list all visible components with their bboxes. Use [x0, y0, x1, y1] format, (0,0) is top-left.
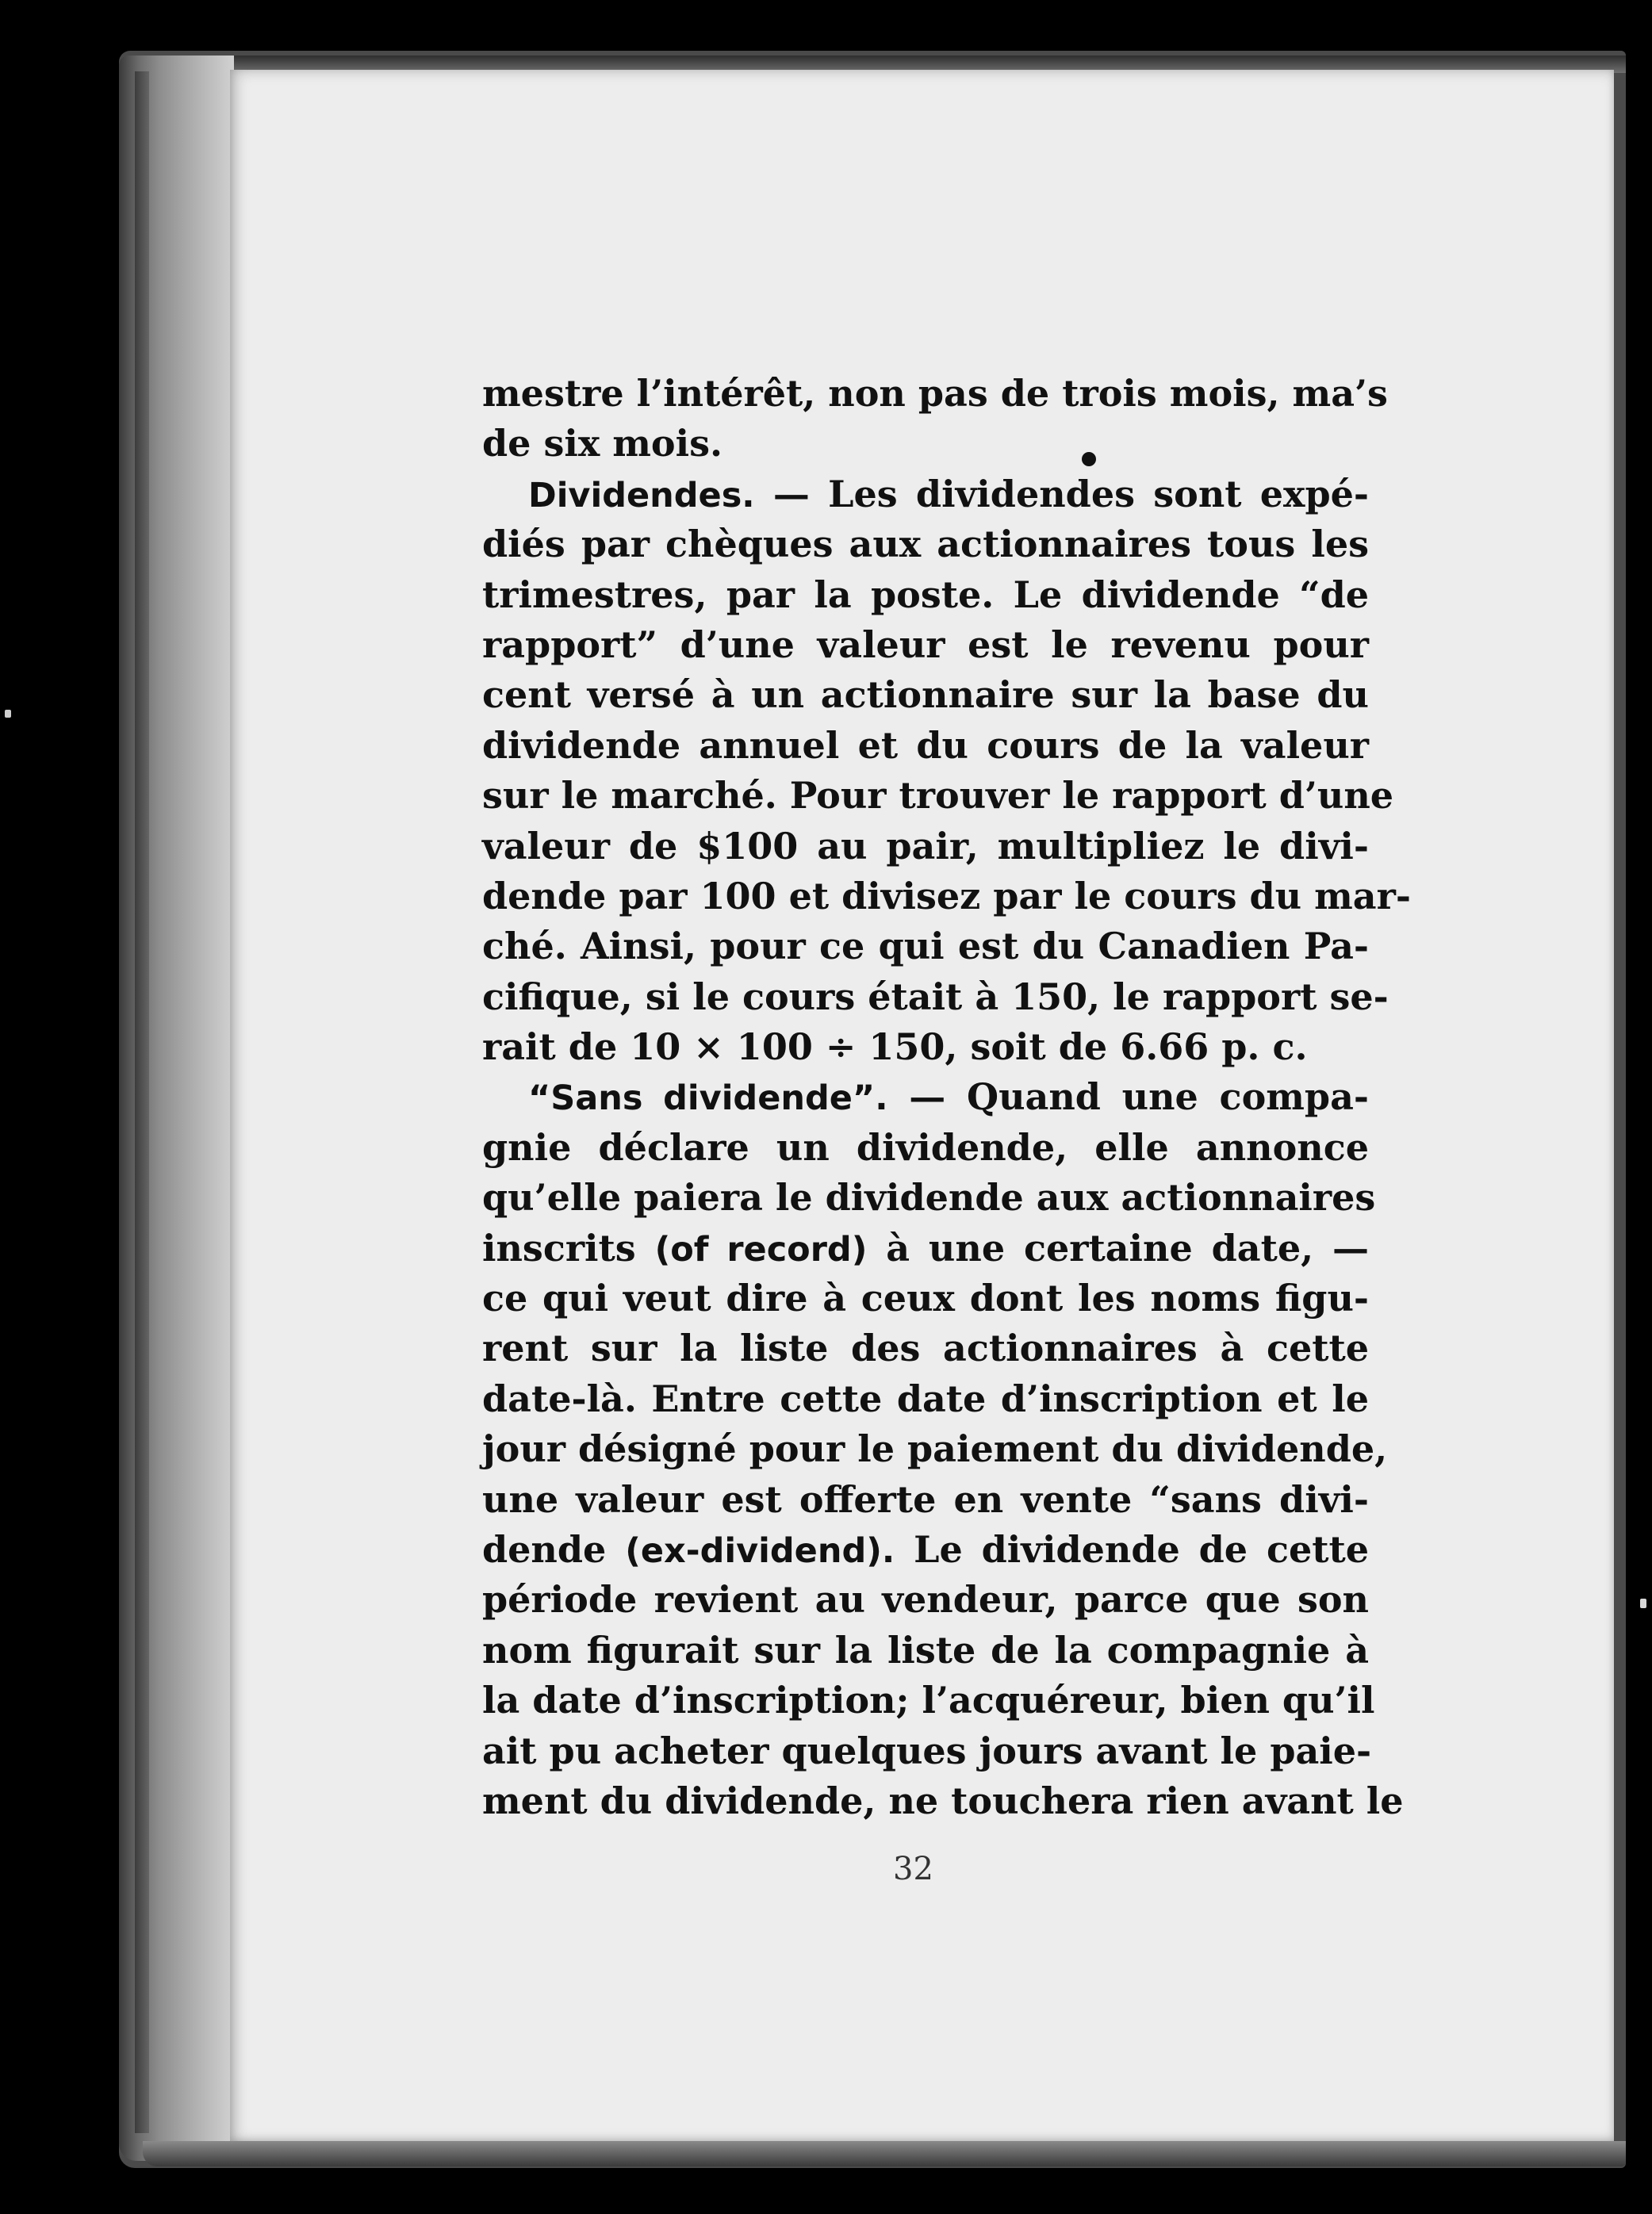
text-line: période revient au vendeur, parce que son: [482, 1578, 1369, 1622]
text-line: dende par 100 et divisez par le cours du mar-: [482, 874, 1411, 917]
page-bottom-edge: [143, 2141, 1626, 2166]
text-line-ex-dividend: [482, 1525, 1369, 1575]
text-line: ait pu acheter quelques jours avant le paie-: [482, 1729, 1372, 1772]
text-fragment: Le dividende de cette: [895, 1527, 1369, 1571]
text-line: ce qui veut dire à ceux dont les noms figu-: [482, 1277, 1369, 1320]
text-line: nom figurait sur la liste de la compagnie à: [482, 1628, 1369, 1672]
section-heading-dividendes: Dividendes.: [528, 475, 755, 515]
paragraph-dividendes-first-line: [482, 469, 1369, 519]
text-line: trimestres, par la poste. Le dividende “de: [482, 573, 1369, 616]
text-line: qu’elle paiera le dividende aux actionnaires: [482, 1176, 1376, 1220]
text-line: jour désigné pour le paiement du dividende,: [482, 1427, 1388, 1471]
text-line: mestre l’intérêt, non pas de trois mois, ma’s: [482, 372, 1388, 415]
text-line: sur le marché. Pour trouver le rapport d’une: [482, 774, 1394, 818]
text-line-of-record: [482, 1224, 1369, 1274]
text-line: gnie déclare un dividende, elle annonce: [482, 1125, 1369, 1169]
text-line: rait de 10 × 100 ÷ 150, soit de 6.66 p. c.: [482, 1025, 1308, 1069]
text-line: cent versé à un actionnaire sur la base du: [482, 673, 1369, 717]
text-line: valeur de $100 au pair, multipliez le divi-: [482, 824, 1369, 868]
term-of-record: (of record): [654, 1229, 868, 1270]
text-line: cifique, si le cours était à 150, le rapport se-: [482, 975, 1389, 1018]
text-fragment: — Les dividendes sont expé-: [754, 472, 1369, 515]
text-fragment: — Quand une compa-: [887, 1075, 1369, 1119]
text-fragment: inscrits: [482, 1226, 655, 1270]
text-line: la date d’inscription; l’acquéreur, bien qu’il: [482, 1679, 1375, 1722]
text-line: une valeur est offerte en vente “sans divi-: [482, 1477, 1369, 1521]
text-line: ment du dividende, ne touchera rien avant le: [482, 1779, 1404, 1822]
term-ex-dividend: (ex-dividend).: [625, 1530, 895, 1571]
section-heading-sans-dividende: “Sans dividende”.: [528, 1078, 888, 1119]
text-line: ché. Ainsi, pour ce qui est du Canadien Pa-: [482, 925, 1369, 968]
text-line: dividende annuel et du cours de la valeur: [482, 723, 1369, 767]
paragraph-sans-dividende-first-line: [482, 1072, 1369, 1122]
page-number: 32: [893, 1851, 933, 1887]
text-line: rent sur la liste des actionnaires à cette: [482, 1327, 1369, 1370]
text-line: diés par chèques aux actionnaires tous les: [482, 523, 1369, 566]
scan-speck-right: [1640, 1599, 1646, 1608]
text-line: date-là. Entre cette date d’inscription et le: [482, 1377, 1369, 1420]
text-line: rapport” d’une valeur est le revenu pour: [482, 622, 1369, 666]
text-line: de six mois.: [482, 422, 723, 465]
spine-shadow: [135, 71, 149, 2133]
scan-speck-left: [5, 710, 11, 718]
page-text: [482, 369, 1411, 1826]
text-fragment: dende: [482, 1527, 626, 1571]
text-fragment: à une certaine date, —: [867, 1226, 1369, 1270]
